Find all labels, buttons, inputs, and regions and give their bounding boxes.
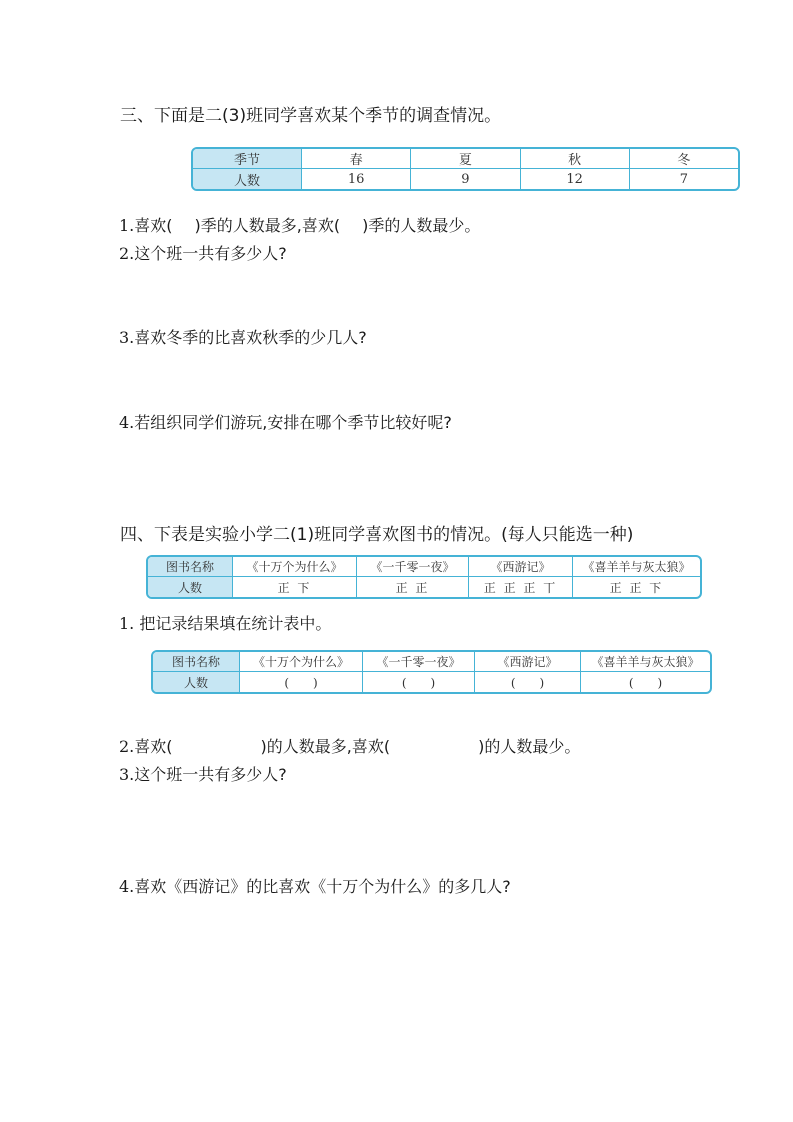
blank-book-3[interactable]: ( ) [474,672,580,692]
s3-question-3: 3.喜欢冬季的比喜欢秋季的少几人? [119,328,367,347]
book-count-table [151,650,712,694]
season-spring: 春 [301,149,410,169]
blank-book-4[interactable]: ( ) [580,672,710,692]
season-summer: 夏 [410,149,519,169]
s4-question-4: 4.喜欢《西游记》的比喜欢《十万个为什么》的多几人? [119,877,511,896]
s3-question-4: 4.若组织同学们游玩,安排在哪个季节比较好呢? [119,413,452,432]
row-label-count: 人数 [193,169,301,189]
book-tally-table [146,555,702,599]
book-3: 《西游记》 [474,652,580,672]
tally-book-2: 正 正 [356,577,468,597]
season-survey-table [191,147,740,191]
count-winter: 7 [629,169,738,189]
row-label-book: 图书名称 [153,652,239,672]
row-label-count: 人数 [148,577,232,597]
s4-question-2: 2.喜欢( )的人数最多,喜欢( )的人数最少。 [119,737,581,756]
row-label-count: 人数 [153,672,239,692]
count-autumn: 12 [520,169,629,189]
season-autumn: 秋 [520,149,629,169]
s3-question-2: 2.这个班一共有多少人? [119,244,287,263]
s4-question-1: 1. 把记录结果填在统计表中。 [119,614,332,633]
s4-question-3: 3.这个班一共有多少人? [119,765,287,784]
blank-book-2[interactable]: ( ) [362,672,474,692]
season-winter: 冬 [629,149,738,169]
book-3: 《西游记》 [468,557,572,577]
tally-book-4: 正 正 下 [572,577,700,597]
s3-question-1: 1.喜欢( )季的人数最多,喜欢( )季的人数最少。 [119,216,481,235]
tally-book-3: 正 正 正 丅 [468,577,572,597]
book-2: 《一千零一夜》 [362,652,474,672]
section4-heading: 四、下表是实验小学二(1)班同学喜欢图书的情况。(每人只能选一种) [120,525,634,545]
book-4: 《喜羊羊与灰太狼》 [580,652,710,672]
blank-book-1[interactable]: ( ) [239,672,362,692]
section3-heading: 三、下面是二(3)班同学喜欢某个季节的调查情况。 [120,106,502,126]
count-spring: 16 [301,169,410,189]
row-label-book: 图书名称 [148,557,232,577]
book-4: 《喜羊羊与灰太狼》 [572,557,700,577]
book-1: 《十万个为什么》 [232,557,356,577]
row-label-season: 季节 [193,149,301,169]
tally-book-1: 正 下 [232,577,356,597]
count-summer: 9 [410,169,519,189]
book-2: 《一千零一夜》 [356,557,468,577]
book-1: 《十万个为什么》 [239,652,362,672]
